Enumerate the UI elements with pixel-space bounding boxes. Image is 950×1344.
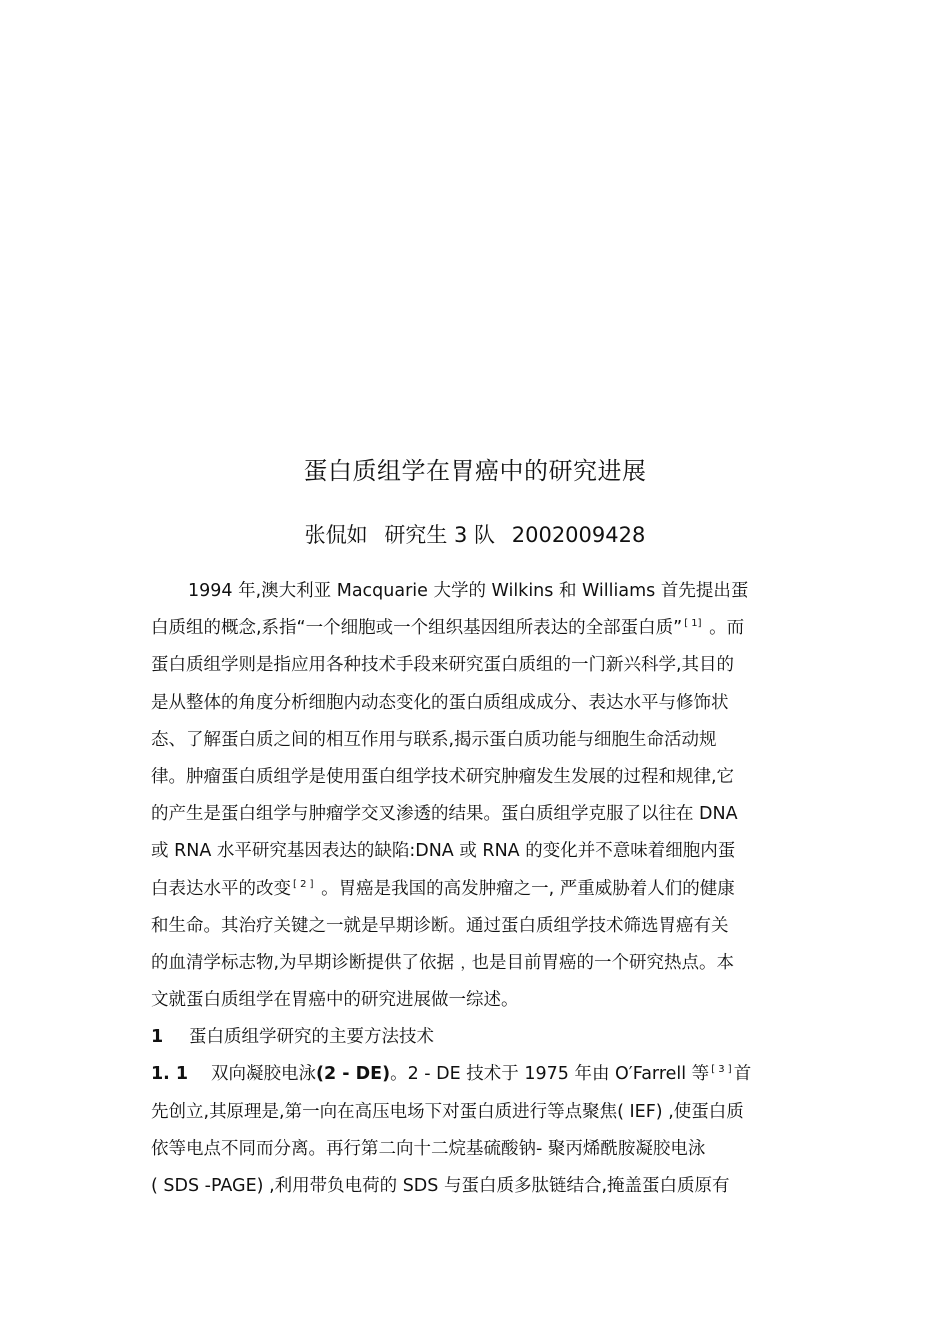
paragraph-text: 白质组的概念,系指“一个细胞或一个组织基因组所表达的全部蛋白质” <box>151 618 683 639</box>
paragraph-line: 和生命。其治疗关键之一就是早期诊断。通过蛋白质组学技术筛选胃癌有关 <box>151 915 729 936</box>
section-number: 1 <box>151 1027 164 1048</box>
author-name: 张侃如 <box>304 523 368 547</box>
subsection-title-abbr: (2 - DE) <box>316 1064 391 1085</box>
paragraph-text: 。胃癌是我国的高发肿瘤之一, 严重威胁着人们的健康 <box>315 878 735 899</box>
citation-ref: [ 2 ] <box>293 878 314 890</box>
citation-ref: [ 3 ] <box>711 1064 732 1076</box>
paragraph-line: 先创立,其原理是,第一向在高压电场下对蛋白质进行等点聚焦( IEF) ,使蛋白质 <box>151 1101 744 1122</box>
citation-ref: [ 1] <box>684 618 702 630</box>
author-line <box>0 520 950 550</box>
paragraph-line: 律。肿瘤蛋白质组学是使用蛋白组学技术研究肿瘤发生发展的过程和规律,它 <box>151 766 735 787</box>
document-title: 蛋白质组学在胃癌中的研究进展 <box>303 457 647 485</box>
paragraph-text: 首 <box>733 1064 752 1085</box>
paragraph-text: 白表达水平的改变 <box>151 878 291 899</box>
paragraph-line: 态、了解蛋白质之间的相互作用与联系,揭示蛋白质功能与细胞生命活动规 <box>151 729 717 750</box>
paragraph-line: 是从整体的角度分析细胞内动态变化的蛋白质组成成分、表达水平与修饰状 <box>151 692 729 713</box>
paragraph-line: 的血清学标志物,为早期诊断提供了依据﹐也是目前胃癌的一个研究热点。本 <box>151 952 735 973</box>
paragraph-text: 。而 <box>703 618 745 639</box>
paragraph-line: 1994 年,澳大利亚 Macquarie 大学的 Wilkins 和 Williams 首先提出蛋 <box>188 581 749 601</box>
paragraph-line: 的产生是蛋白组学与肿瘤学交叉渗透的结果。蛋白质组学克服了以往在 DNA <box>151 804 738 825</box>
author-id: 2002009428 <box>511 523 646 547</box>
paragraph-text: 。2 - DE 技术于 1975 年由 O′Farrell 等 <box>390 1064 710 1085</box>
document-body <box>151 573 811 1205</box>
paragraph-line <box>151 871 811 908</box>
subsection-title: 双向凝胶电泳 <box>211 1064 316 1085</box>
author-unit: 研究生 3 队 <box>384 523 496 547</box>
section-title: 蛋白质组学研究的主要方法技术 <box>189 1027 434 1048</box>
paragraph-line <box>151 610 811 647</box>
paragraph-line: 文就蛋白质组学在胃癌中的研究进展做一综述。 <box>151 990 519 1011</box>
paragraph-line: ( SDS -PAGE) ,利用带负电荷的 SDS 与蛋白质多肽链结合,掩盖蛋白质原有 <box>151 1176 730 1196</box>
subsection-line <box>151 1056 811 1093</box>
paragraph-line: 或 RNA 水平研究基因表达的缺陷:DNA 或 RNA 的变化并不意味着细胞内蛋 <box>151 841 736 862</box>
paragraph-line: 依等电点不同而分离。再行第二向十二烷基硫酸钠- 聚丙烯酰胺凝胶电泳 <box>151 1138 706 1159</box>
section-heading <box>151 1019 811 1056</box>
paragraph-line: 蛋白质组学则是指应用各种技术手段来研究蛋白质组的一门新兴科学,其目的 <box>151 655 735 676</box>
subsection-number: 1. 1 <box>151 1064 189 1085</box>
